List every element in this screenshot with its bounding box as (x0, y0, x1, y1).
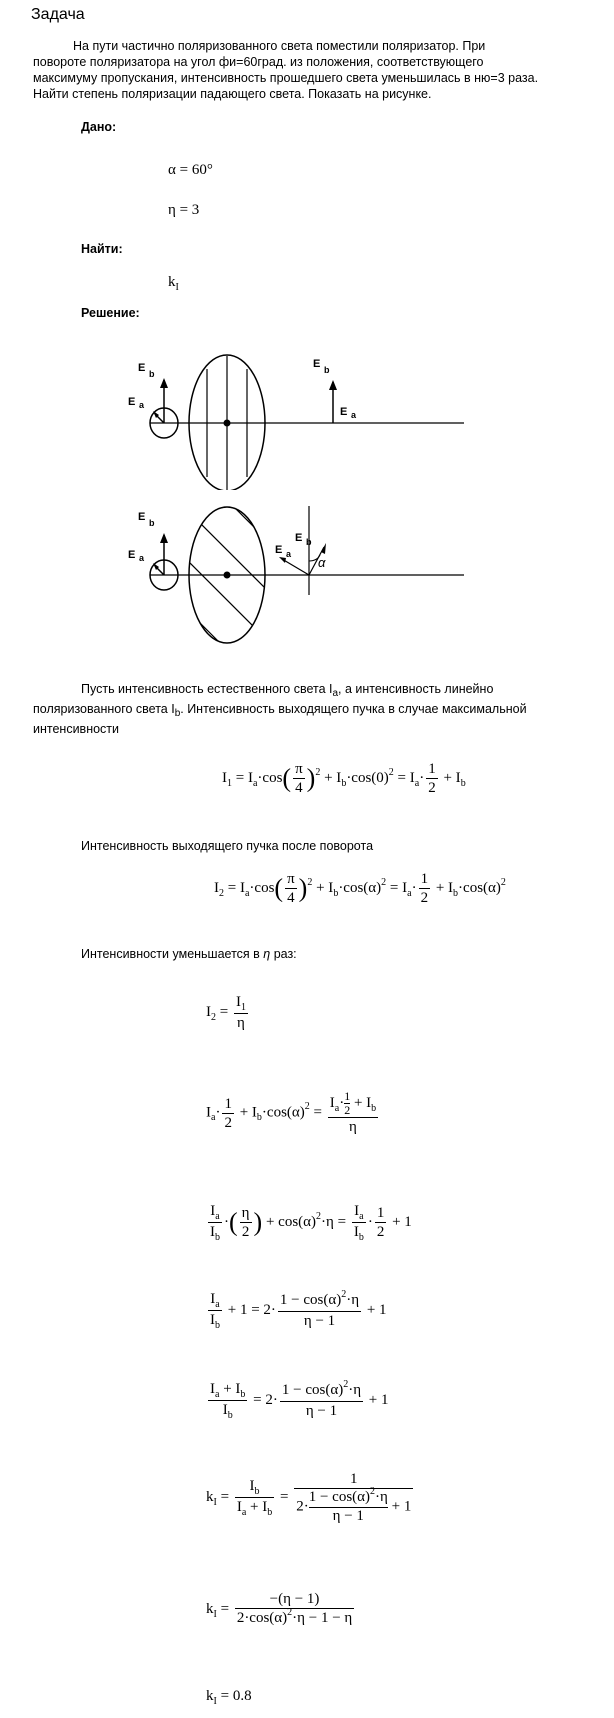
k-subscript: I (175, 282, 179, 293)
equation-normalized: $\frac{I_a}{I_b}$ ·( $\frac{\eta}{2}$ ) + $\cos(\alpha)^2\cdot\eta$ = $\frac{I_a}{I_b}$ · $\frac{1}{2}$ + 1 (210, 1203, 412, 1243)
vector-Ea-rotated (282, 559, 309, 575)
paragraph-after-rotation: Интенсивность выходящего пучка после поворота (81, 839, 374, 853)
equation-sum-ratio: $\frac{I_a + I_b}{I_b}$ = 2· $\frac{1 - \cos(\alpha)^2\cdot\eta}{\eta - 1}$ + 1 (210, 1379, 389, 1421)
text-span: Пусть интенсивность естественного света I (81, 682, 333, 696)
formula-I2: $I_2 = I_a\cdot\cos$( $\frac{\pi}{4}$ )$^2 + I_b\cdot\cos(\alpha)^2 = I_a\cdot$ $\frac{1}{2}$ + $I_b\cdot\cos(\alpha)^2$ (214, 871, 506, 906)
polarizer-figure-rotated (120, 503, 480, 648)
text-span: Интенсивности уменьшается в (81, 947, 264, 961)
label-sub-a: a (139, 553, 145, 563)
label-E: E (275, 544, 283, 556)
given-alpha: α = 60° (168, 162, 213, 178)
label-sub-b: b (149, 518, 155, 528)
arrowhead (160, 533, 168, 543)
text-line: интенсивности (33, 722, 120, 736)
label-E: E (340, 406, 348, 418)
text-span: . Интенсивность выходящего пучка в случае максимальной (180, 702, 527, 716)
given-eta: η = 3 (168, 202, 200, 218)
label-sub-a: a (351, 410, 357, 420)
paragraph-reduction (81, 946, 561, 962)
paragraph-intensities (33, 680, 593, 738)
arrowhead (160, 378, 168, 388)
text-span: , а интенсивность линейно (338, 682, 494, 696)
problem-line: Найти степень поляризации падающего света. Показать на рисунке. (33, 87, 432, 101)
label-E: E (128, 396, 136, 408)
text-span: поляризованного света I (33, 702, 175, 716)
label-sub-b: b (306, 537, 312, 547)
label-E: E (295, 532, 303, 544)
label-sub-a: a (139, 400, 145, 410)
equation-substituted: $I_a\cdot$ $\frac{1}{2}$ + $I_b\cdot\cos(\alpha)^2$ = $I_a\cdot$ $\frac{1}{2}$ + $I_b$ η (206, 1089, 377, 1135)
label-sub-b: b (324, 365, 330, 375)
find-k (168, 274, 179, 291)
problem-line: повороте поляризатора на угол фи=60град. из положения, соответствующего (33, 55, 484, 69)
axis-center-dot (224, 420, 231, 427)
label-sub-a: a (286, 549, 292, 559)
formula-I1: $I_1 = I_a\cdot\cos$( $\frac{\pi}{4}$ )$^2 + I_b\cdot\cos(0)^2 = I_a\cdot$ $\frac{1}{2}$ + $I_b$ (222, 761, 466, 796)
equation-degree: $k_I$ = $\frac{I_b}{I_a + I_b}$ = 1 2· $\frac{1 - \cos(\alpha)^2\cdot\eta}{\eta - 1}$ + 1 (206, 1471, 412, 1524)
equation-ratio: $I_2$ = $\frac{I_1}{\eta}$ (206, 994, 246, 1031)
text-line (33, 680, 593, 700)
k-value: 0.8 (232, 1688, 252, 1704)
given-label: Дано: (81, 120, 117, 134)
find-label: Найти: (81, 242, 123, 256)
arrowhead (279, 557, 286, 563)
text-span: раз: (270, 947, 297, 961)
problem-statement (33, 38, 593, 102)
label-sub-b: b (149, 369, 155, 379)
axis-center-dot (224, 572, 231, 579)
label-E: E (313, 358, 321, 370)
label-alpha: α (318, 555, 326, 570)
arrowhead (321, 543, 326, 554)
problem-line: максимуму пропускания, интенсивность прошедшего света уменьшилась в ню=3 раза. (33, 71, 539, 85)
problem-line: На пути частично поляризованного света поместили поляризатор. При (73, 39, 486, 53)
equation-degree-simplified: $k_I$ = $\frac{-(\eta - 1)}{2\cdot\cos(\alpha)^2\cdot\eta - 1 - \eta}$ (206, 1591, 353, 1626)
text-line (33, 700, 593, 720)
label-E: E (128, 549, 136, 561)
result-k: $k_I = 0.8$ (206, 1688, 252, 1707)
page-title: Задача (31, 6, 85, 23)
text-sub: b (174, 708, 181, 719)
label-E: E (138, 511, 146, 523)
text-sub: a (332, 688, 339, 699)
arrowhead (329, 380, 337, 390)
eta-symbol: η (263, 947, 271, 961)
label-E: E (138, 362, 146, 374)
equation-ratio-plus-one: $\frac{I_a}{I_b}$ + 1 = 2· $\frac{1 - \cos(\alpha)^2\cdot\eta}{\eta - 1}$ + 1 (210, 1289, 387, 1331)
polarizer-figure-max (120, 345, 480, 490)
solution-label: Решение: (81, 306, 140, 320)
k-symbol: k (168, 274, 176, 290)
